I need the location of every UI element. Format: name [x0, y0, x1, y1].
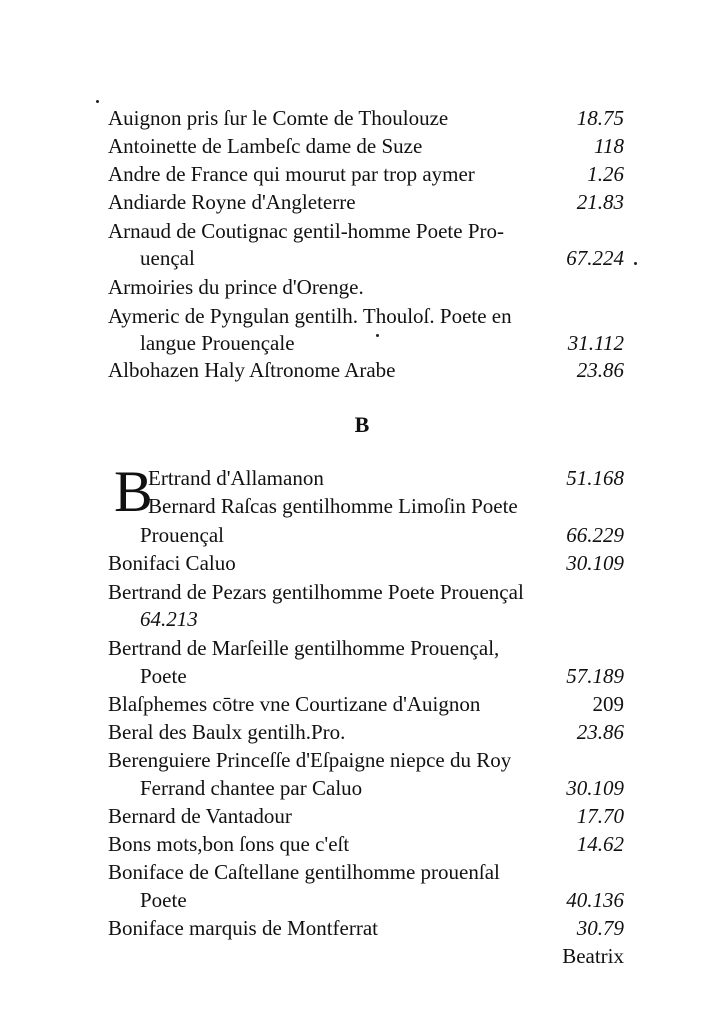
index-entry [108, 720, 624, 744]
entry-text: Boniface marquis de Montferrat [108, 916, 378, 940]
index-entry-continuation [140, 776, 624, 800]
entry-text: Bons mots,bon ſons que c'eſt [108, 832, 350, 856]
print-speck [96, 100, 99, 103]
entry-text: Bertrand de Marſeille gentilhomme Prouençal, [108, 636, 500, 660]
entry-text: uençal [140, 246, 195, 270]
index-entry [108, 106, 624, 130]
entry-page: 30.79 [576, 916, 624, 940]
entry-page: 14.62 [576, 832, 624, 856]
index-entry [108, 916, 624, 940]
entry-text: Ertrand d'Allamanon [148, 466, 324, 490]
entry-page: 51.168 [566, 466, 624, 490]
entry-text: Beral des Baulx gentilh.Pro. [108, 720, 346, 744]
entry-text: Arnaud de Coutignac gentil-homme Poete Pro- [108, 219, 504, 243]
entry-page: 1.26 [587, 162, 624, 186]
index-entry-continuation [140, 246, 624, 270]
index-entry [108, 162, 624, 186]
entry-page: 40.136 [566, 888, 624, 912]
entry-text: Armoiries du prince d'Orenge. [108, 275, 364, 299]
index-entry [108, 551, 624, 575]
entry-text: Ferrand chantee par Caluo [140, 776, 363, 800]
entry-text: Auignon pris ſur le Comte de Thoulouze [108, 106, 449, 130]
entry-page: 31.112 [567, 331, 624, 355]
index-entry-continuation [140, 523, 624, 547]
entry-page: 118 [594, 134, 624, 158]
index-entry [108, 134, 624, 158]
index-entry [108, 692, 624, 716]
entry-page: 67.224 [566, 246, 624, 270]
index-entry [108, 304, 624, 328]
entry-text: Berenguiere Princeſſe d'Eſpaigne niepce du Roy [108, 748, 512, 772]
entry-page: 17.70 [576, 804, 624, 828]
index-entry [108, 860, 624, 884]
entry-text: Albohazen Haly Aſtronome Arabe [108, 358, 396, 382]
index-entry-continuation [140, 888, 624, 912]
entry-page: 23.86 [576, 720, 624, 744]
drop-cap: B [114, 459, 153, 524]
entry-page: 57.189 [566, 664, 624, 688]
entry-text: langue Prouençale [140, 331, 295, 355]
entry-text: Aymeric de Pyngulan gentilh. Thouloſ. Poete en [108, 304, 512, 328]
index-entry [108, 190, 624, 214]
entry-text: Bernard Raſcas gentilhomme Limoſin Poete [148, 494, 518, 518]
index-entry [108, 748, 624, 772]
index-entry [108, 580, 624, 604]
entry-text: 64.213 [140, 607, 198, 631]
entry-text: Blaſphemes cōtre vne Courtizane d'Auignon [108, 692, 481, 716]
index-entry [148, 466, 624, 490]
index-entry [108, 636, 624, 660]
index-entry [108, 219, 624, 243]
entry-text: Andiarde Royne d'Angleterre [108, 190, 356, 214]
index-entry [108, 275, 624, 299]
entry-text: Bernard de Vantadour [108, 804, 292, 828]
entry-page: 30.109 [566, 776, 624, 800]
entry-text: Bertrand de Pezars gentilhomme Poete Prouençal [108, 580, 524, 604]
entry-page: 66.229 [566, 523, 624, 547]
entry-text: Prouençal [140, 523, 224, 547]
entry-text: Bonifaci Caluo [108, 551, 236, 575]
section-letter: B [354, 412, 370, 437]
entry-text: Antoinette de Lambeſc dame de Suze [108, 134, 423, 158]
catchword: Beatrix [562, 944, 624, 968]
index-entry-continuation [140, 331, 624, 355]
print-speck [634, 262, 637, 265]
entry-text: Poete [140, 888, 187, 912]
index-entry [108, 832, 624, 856]
entry-page: 23.86 [576, 358, 624, 382]
entry-text: Andre de France qui mourut par trop aymer [108, 162, 475, 186]
entry-page: 209 [592, 692, 624, 716]
index-entry [108, 804, 624, 828]
index-entry [108, 358, 624, 382]
index-entry-continuation [140, 664, 624, 688]
entry-page: 18.75 [576, 106, 624, 130]
entry-text: Boniface de Caſtellane gentilhomme prouenſal [108, 860, 500, 884]
entry-page: 21.83 [576, 190, 624, 214]
entry-page: 30.109 [566, 551, 624, 575]
index-entry-continuation [140, 607, 624, 631]
entry-text: Poete [140, 664, 187, 688]
index-entry [148, 494, 624, 518]
